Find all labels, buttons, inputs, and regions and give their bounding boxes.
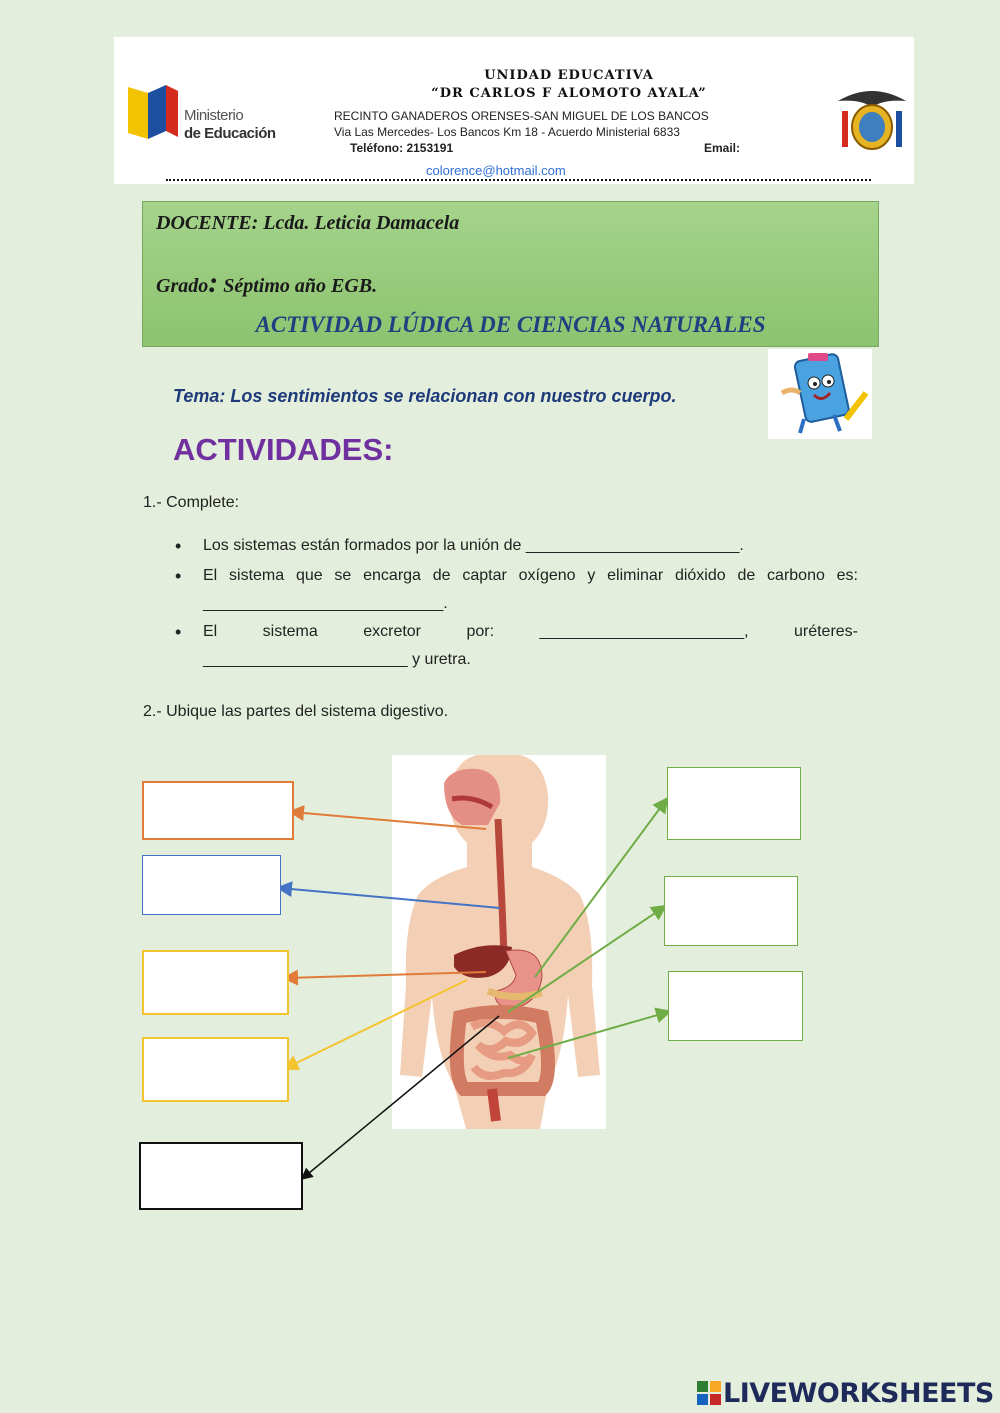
grade-value: Séptimo año EGB. <box>218 275 378 297</box>
answer-box-7[interactable] <box>664 876 798 946</box>
liveworksheets-icon <box>697 1381 721 1405</box>
arrow-esophagus <box>280 888 500 908</box>
activity-title: ACTIVIDAD LÚDICA DE CIENCIAS NATURALES <box>255 312 766 337</box>
arrow-pancreas <box>286 980 467 1068</box>
item3-text: • El sistema excretor por: _______________________, uréteres- <box>203 623 858 640</box>
item2-text: • El sistema que se encarga de captar oxígeno y eliminar dióxido de carbono es: <box>203 567 858 584</box>
arrow-small-intestine <box>508 1012 668 1058</box>
teacher-name: DOCENTE: Lcda. Leticia Damacela <box>156 212 460 234</box>
watermark-text: LIVEWORKSHEETS <box>723 1377 994 1409</box>
school-line1: UNIDAD EDUCATIVA <box>484 68 654 83</box>
topic: Tema: Los sentimientos se relacionan con nuestro cuerpo. <box>173 386 677 406</box>
arrow-liver <box>286 972 486 978</box>
item1-text: Los sistemas están formados por la unión de ________________________. <box>203 537 744 554</box>
ministry-line1: Ministerio <box>184 107 244 124</box>
item2-blank: ___________________________. <box>203 595 448 612</box>
address-line1: RECINTO GANADEROS ORENSES-SAN MIGUEL DE LOS BANCOS <box>334 109 709 123</box>
grade-label: Grado <box>156 275 209 297</box>
grade-colon: : <box>208 266 219 299</box>
ministry-line2: de Educación <box>184 125 276 142</box>
arrow-stomach-2 <box>508 907 664 1012</box>
answer-box-2[interactable] <box>142 855 281 915</box>
email-label: Email: <box>704 141 741 155</box>
answer-box-4[interactable] <box>142 1037 289 1102</box>
address-line2: Via Las Mercedes- Los Bancos Km 18 - Acuerdo Ministerial 6833 <box>334 125 680 139</box>
question-1-heading: 1.- Complete: <box>143 494 240 511</box>
answer-box-3[interactable] <box>142 950 289 1015</box>
phone: Teléfono: 2153191 <box>350 141 454 155</box>
answer-box-6[interactable] <box>667 767 801 840</box>
email-address: colorence@hotmail.com <box>426 163 566 178</box>
activities-heading: ACTIVIDADES: <box>173 432 394 467</box>
answer-box-5[interactable] <box>139 1142 303 1210</box>
liveworksheets-logo <box>697 1378 994 1408</box>
item3-line2: _______________________ y uretra. <box>203 651 471 668</box>
school-line2: “DR CARLOS F ALOMOTO AYALA” <box>431 86 707 101</box>
question-2-heading: 2.- Ubique las partes del sistema digestivo. <box>143 703 449 720</box>
arrow-mouth <box>292 812 486 829</box>
answer-box-8[interactable] <box>668 971 803 1041</box>
answer-box-1[interactable] <box>142 781 294 840</box>
arrow-large-intestine <box>303 1016 499 1178</box>
